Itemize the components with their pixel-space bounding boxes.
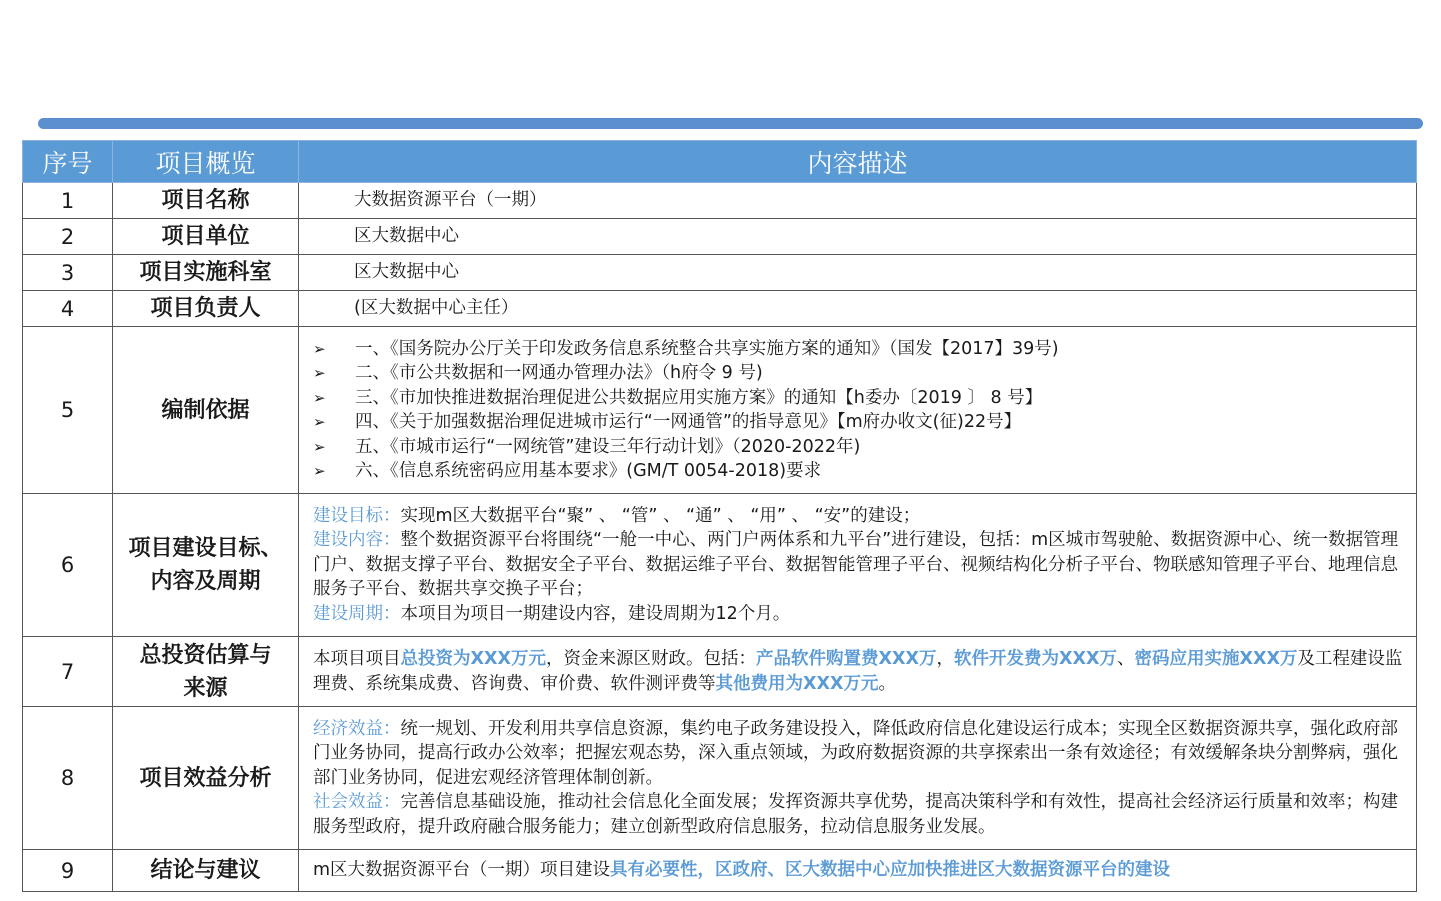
table-header bbox=[23, 141, 1417, 183]
row-overview: 总投资估算与 来源 bbox=[113, 637, 299, 707]
row-overview: 编制依据 bbox=[113, 327, 299, 494]
social-paragraph: 社会效益：完善信息基础设施，推动社会信息化全面发展；发挥资源共享优势，提高决策科学和有效性，提高社会经济运行质量和效率；构建服务型政府，提升政府融合服务能力；建立创新型政府信息服务，拉动信息服务业发展。 bbox=[313, 792, 1398, 837]
arrow-bullet-icon: ➢ bbox=[313, 388, 326, 407]
row-desc bbox=[299, 494, 1417, 637]
row-overview: 项目效益分析 bbox=[113, 707, 299, 850]
table-row bbox=[23, 850, 1417, 892]
arrow-bullet-icon: ➢ bbox=[313, 437, 326, 456]
arrow-bullet-icon: ➢ bbox=[313, 413, 326, 431]
list-item: ➢ 二、《市公共数据和一网通办管理办法》（h府令 9 号) bbox=[313, 361, 1406, 386]
row-desc: m区大数据资源平台（一期）项目建设具有必要性，区政府、区大数据中心应加快推进区大数据资源平台的建设 bbox=[299, 850, 1417, 892]
row-overview: 项目名称 bbox=[113, 183, 299, 219]
row-number: 1 bbox=[23, 183, 113, 219]
table-row bbox=[23, 255, 1417, 291]
table-row bbox=[23, 219, 1417, 255]
list-item: ➢ 三、《市加快推进数据治理促进公共数据应用实施方案》的通知【h委办〔2019 〕 8 号】 bbox=[313, 386, 1406, 411]
arrow-bullet-icon: ➢ bbox=[313, 462, 326, 480]
basis-list bbox=[313, 337, 1406, 484]
row-desc bbox=[299, 327, 1417, 494]
table-row bbox=[23, 637, 1417, 707]
row-number: 8 bbox=[23, 707, 113, 850]
table-row bbox=[23, 327, 1417, 494]
header-overview: 项目概览 bbox=[113, 141, 299, 183]
row-overview: 项目单位 bbox=[113, 219, 299, 255]
row-desc: 区大数据中心 bbox=[299, 255, 1417, 291]
row-desc bbox=[299, 707, 1417, 850]
row-desc: (区大数据中心主任） bbox=[299, 291, 1417, 327]
list-item: ➢ 五、《市城市运行“一网统管”建设三年行动计划》（2020-2022年) bbox=[313, 435, 1406, 460]
table-row bbox=[23, 183, 1417, 219]
row-overview: 项目建设目标、 内容及周期 bbox=[113, 494, 299, 637]
list-item: ➢ 一、《国务院办公厅关于印发政务信息系统整合共享实施方案的通知》（国发【2017】39号) bbox=[313, 337, 1406, 362]
goal-paragraph: 建设目标：实现m区大数据平台“聚” 、 “管” 、 “通” 、 “用” 、 “安”的建设； bbox=[313, 505, 921, 526]
row-number: 5 bbox=[23, 327, 113, 494]
period-paragraph: 建设周期：本项目为项目一期建设内容，建设周期为12个月。 bbox=[313, 603, 791, 624]
row-desc: 本项目项目总投资为XXX万元，资金来源区财政。包括：产品软件购置费XXX万，软件开发费为XXX万、密码应用实施XXX万及工程建设监理费、系统集成费、咨询费、审价费、软件测评费等其他费用为XXX万元。 bbox=[299, 637, 1417, 707]
row-number: 7 bbox=[23, 637, 113, 707]
table-row bbox=[23, 291, 1417, 327]
row-number: 2 bbox=[23, 219, 113, 255]
row-number: 4 bbox=[23, 291, 113, 327]
list-item: ➢ 六、《信息系统密码应用基本要求》(GM/T 0054-2018)要求 bbox=[313, 459, 1406, 484]
row-desc: 区大数据中心 bbox=[299, 219, 1417, 255]
list-item: ➢ 四、《关于加强数据治理促进城市运行“一网通管”的指导意见》【m府办收文(征)22号】 bbox=[313, 410, 1406, 435]
row-overview: 项目实施科室 bbox=[113, 255, 299, 291]
arrow-bullet-icon: ➢ bbox=[313, 339, 326, 358]
row-desc: 大数据资源平台（一期） bbox=[299, 183, 1417, 219]
title-bar bbox=[38, 118, 1423, 129]
arrow-bullet-icon: ➢ bbox=[313, 364, 326, 382]
header-desc: 内容描述 bbox=[299, 141, 1417, 183]
row-number: 6 bbox=[23, 494, 113, 637]
project-overview-table bbox=[22, 140, 1417, 892]
econ-paragraph: 经济效益：统一规划、开发利用共享信息资源，集约电子政务建设投入，降低政府信息化建设运行成本；实现全区数据资源共享，强化政府部门业务协同，提高行政办公效率；把握宏观态势，深入重点领域，为政府数据资源的共享探索出一条有效途径；有效缓解条块分割弊病，强化部门业务协同，促进宏观经济管理体制创新。 bbox=[313, 718, 1398, 788]
table-row bbox=[23, 707, 1417, 850]
content-paragraph: 建设内容：整个数据资源平台将围绕“一舱一中心、两门户两体系和九平台”进行建设，包括：m区城市驾驶舱、数据资源中心、统一数据管理门户、数据支撑子平台、数据安全子平台、数据运维子平台、数据智能管理子平台、视频结构化分析子平台、物联感知管理子平台、地理信息服务子平台、数据共享交换子平台； bbox=[313, 530, 1399, 600]
row-number: 9 bbox=[23, 850, 113, 892]
row-number: 3 bbox=[23, 255, 113, 291]
table-row bbox=[23, 494, 1417, 637]
row-overview: 项目负责人 bbox=[113, 291, 299, 327]
row-overview: 结论与建议 bbox=[113, 850, 299, 892]
header-seq: 序号 bbox=[23, 141, 113, 183]
